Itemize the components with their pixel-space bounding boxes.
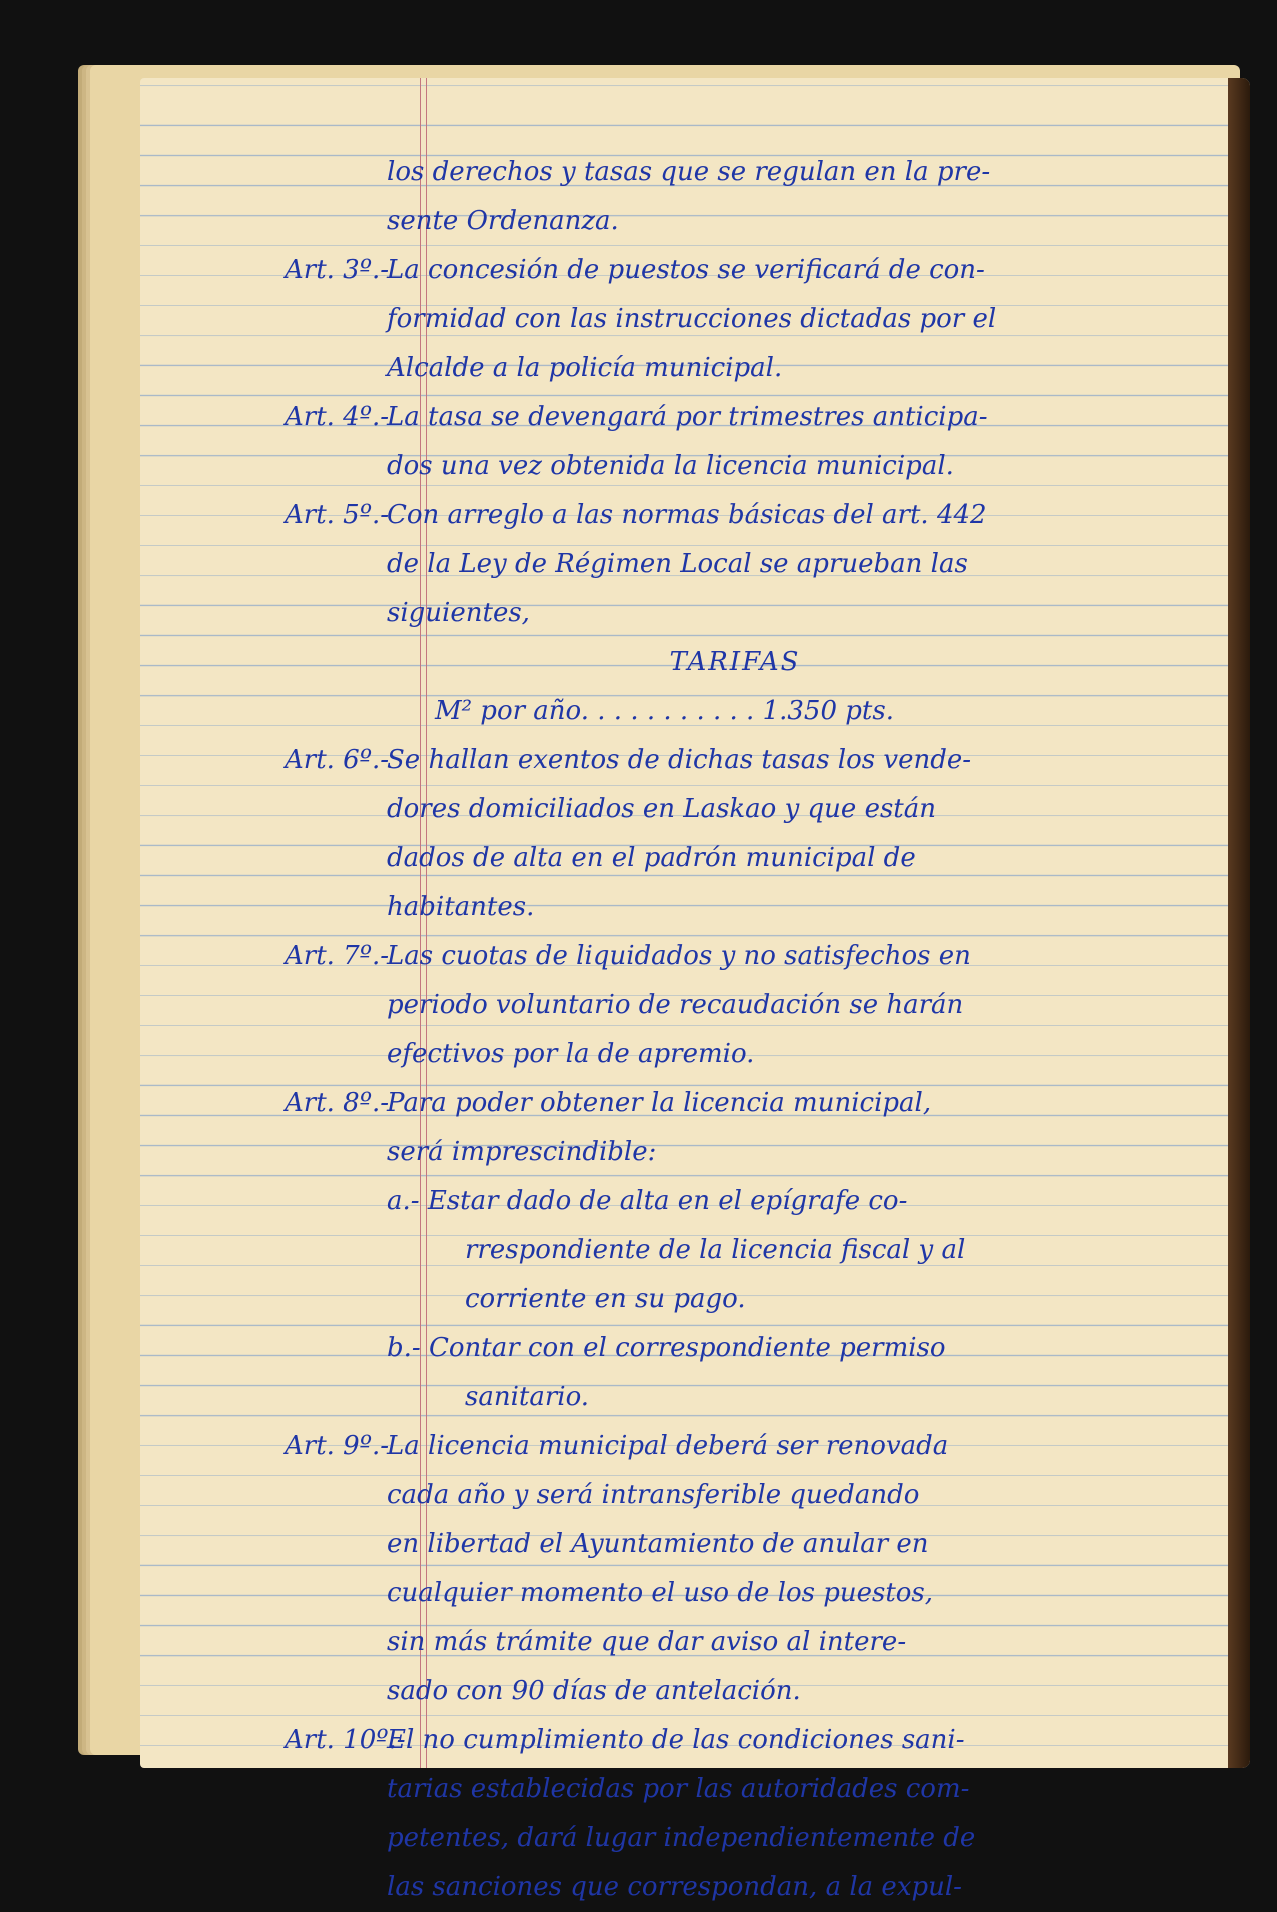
- article-line: [285, 393, 1105, 442]
- text-line: [285, 1667, 1105, 1716]
- text-line: [285, 589, 1105, 638]
- line-text: Para poder obtener la licencia municipal,: [387, 1088, 932, 1118]
- line-text: siguientes,: [387, 598, 530, 628]
- line-text: dos una vez obtenida la licencia municipal.: [387, 451, 954, 481]
- line-text: periodo voluntario de recaudación se harán: [387, 990, 964, 1020]
- article-line: [285, 491, 1105, 540]
- text-line: [285, 197, 1105, 246]
- line-text: La tasa se devengará por trimestres anticipa-: [387, 402, 988, 432]
- text-line: [285, 883, 1105, 932]
- line-text: Las cuotas de liquidados y no satisfechos en: [387, 941, 971, 971]
- line-text: tarias establecidas por las autoridades com-: [387, 1774, 970, 1804]
- article-line: [285, 1079, 1105, 1128]
- text-line: [285, 1275, 1105, 1324]
- line-text: a.- Estar dado de alta en el epígrafe co-: [387, 1186, 908, 1216]
- text-line: [285, 1373, 1105, 1422]
- line-text: La concesión de puestos se verificará de con-: [387, 255, 985, 285]
- line-text: dores domiciliados en Laskao y que están: [387, 794, 936, 824]
- line-text: en libertad el Ayuntamiento de anular en: [387, 1529, 929, 1559]
- line-text: corriente en su pago.: [465, 1284, 746, 1314]
- article-label: Art. 8º.-: [285, 1088, 389, 1118]
- text-line: [285, 1324, 1105, 1373]
- line-text: sente Ordenanza.: [387, 206, 619, 236]
- text-line: [285, 1814, 1105, 1863]
- text-line: [285, 1569, 1105, 1618]
- text-line: [285, 1520, 1105, 1569]
- text-line: [285, 1471, 1105, 1520]
- article-label: Art. 7º.-: [285, 941, 389, 971]
- line-text: cada año y será intransferible quedando: [387, 1480, 920, 1510]
- article-label: Art. 3º.-: [285, 255, 389, 285]
- article-label: Art. 5º.-: [285, 500, 389, 530]
- text-line: [285, 295, 1105, 344]
- text-line: [285, 638, 1105, 687]
- line-text: TARIFAS: [669, 647, 801, 677]
- line-text: Con arreglo a las normas básicas del art. 442: [387, 500, 987, 530]
- line-text: Alcalde a la policía municipal.: [387, 353, 783, 383]
- text-line: [285, 1618, 1105, 1667]
- article-label: Art. 10º.-: [285, 1725, 406, 1755]
- line-text: será imprescindible:: [387, 1137, 657, 1167]
- article-label: Art. 4º.-: [285, 402, 389, 432]
- text-line: [285, 1765, 1105, 1814]
- line-text: los derechos y tasas que se regulan en la pre-: [387, 157, 991, 187]
- article-line: [285, 1716, 1105, 1765]
- line-text: habitantes.: [387, 892, 535, 922]
- text-line: [285, 540, 1105, 589]
- line-text: las sanciones que correspondan, a la expul-: [387, 1872, 962, 1902]
- line-text: dados de alta en el padrón municipal de: [387, 843, 916, 873]
- article-line: [285, 736, 1105, 785]
- line-text: Se hallan exentos de dichas tasas los vende-: [387, 745, 972, 775]
- line-text: sin más trámite que dar aviso al intere-: [387, 1627, 907, 1657]
- text-line: [285, 785, 1105, 834]
- text-line: [285, 1177, 1105, 1226]
- text-line: [285, 834, 1105, 883]
- line-text: de la Ley de Régimen Local se aprueban las: [387, 549, 968, 579]
- line-text: sado con 90 días de antelación.: [387, 1676, 801, 1706]
- article-label: Art. 9º.-: [285, 1431, 389, 1461]
- article-line: [285, 246, 1105, 295]
- book-spine: [1228, 78, 1250, 1768]
- article-line: [285, 1422, 1105, 1471]
- text-line: [285, 1226, 1105, 1275]
- handwritten-text: [285, 148, 1105, 1912]
- line-text: b.- Contar con el correspondiente permiso: [387, 1333, 946, 1363]
- text-line: [285, 1128, 1105, 1177]
- text-line: [285, 442, 1105, 491]
- text-line: [285, 1863, 1105, 1912]
- line-text: M² por año. . . . . . . . . . . 1.350 pts.: [435, 696, 894, 726]
- text-line: [285, 687, 1105, 736]
- article-line: [285, 932, 1105, 981]
- line-text: formidad con las instrucciones dictadas por el: [387, 304, 997, 334]
- line-text: efectivos por la de apremio.: [387, 1039, 755, 1069]
- line-text: sanitario.: [465, 1382, 590, 1412]
- line-text: cualquier momento el uso de los puestos,: [387, 1578, 934, 1608]
- line-text: El no cumplimiento de las condiciones sani-: [387, 1725, 965, 1755]
- text-line: [285, 981, 1105, 1030]
- text-line: [285, 1030, 1105, 1079]
- text-line: [285, 344, 1105, 393]
- article-label: Art. 6º.-: [285, 745, 389, 775]
- text-line: [285, 148, 1105, 197]
- line-text: rrespondiente de la licencia fiscal y al: [465, 1235, 966, 1265]
- line-text: petentes, dará lugar independientemente de: [387, 1823, 976, 1853]
- line-text: La licencia municipal deberá ser renovada: [387, 1431, 949, 1461]
